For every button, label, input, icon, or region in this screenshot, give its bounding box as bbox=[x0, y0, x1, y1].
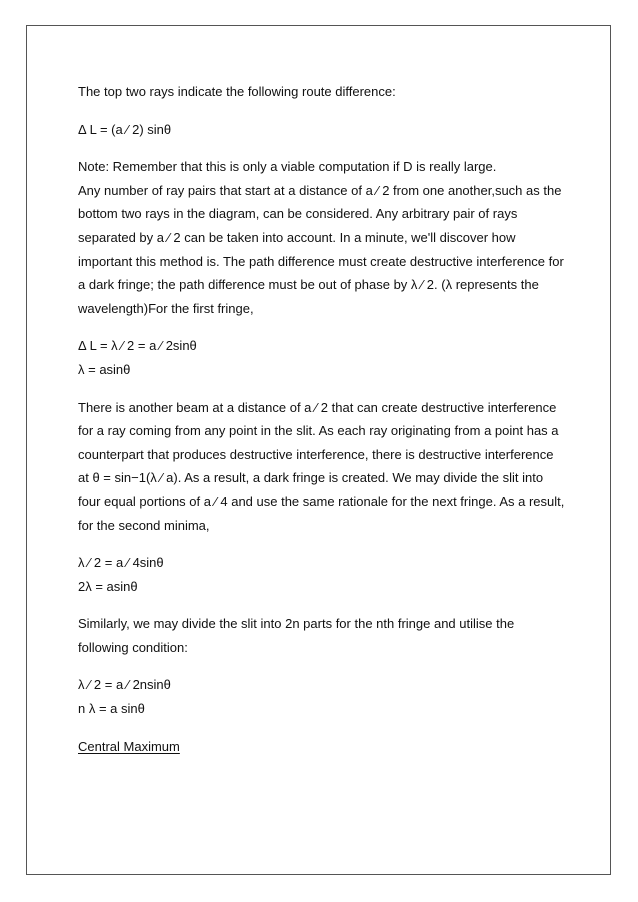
equation-path-difference: Δ L = (a ⁄ 2) sinθ bbox=[78, 121, 172, 137]
paragraph-line: Any number of ray pairs that start at a distance of a ⁄ 2 from one another,such as the bbox=[78, 182, 562, 198]
similarly-paragraph bbox=[78, 612, 570, 659]
paragraph-line: Similarly, we may divide the slit into 2n parts for the nth fringe and utilise the bbox=[78, 616, 515, 632]
note-paragraph bbox=[78, 155, 570, 320]
paragraph-line: counterpart that produces destructive interference, there is destructive interference bbox=[78, 446, 554, 462]
route-intro-text: The top two rays indicate the following route difference: bbox=[78, 84, 396, 99]
equation-second-minima-result: 2λ = asinθ bbox=[78, 578, 138, 594]
paragraph-line: separated by a ⁄ 2 can be taken into account. In a minute, we'll discover how bbox=[78, 229, 516, 245]
paragraph-line: following condition: bbox=[78, 639, 188, 655]
beam-paragraph bbox=[78, 396, 570, 538]
paragraph-line: four equal portions of a ⁄ 4 and use the same rationale for the next fringe. As a result, bbox=[78, 493, 565, 509]
section-heading-central-maximum: Central Maximum bbox=[78, 738, 180, 754]
paragraph-line: wavelength)For the first fringe, bbox=[78, 300, 254, 316]
paragraph-line: There is another beam at a distance of a ⁄ 2 that can create destructive interference bbox=[78, 399, 557, 415]
paragraph-line: bottom two rays in the diagram, can be considered. Any arbitrary pair of rays bbox=[78, 206, 518, 222]
paragraph-line: for the second minima, bbox=[78, 517, 210, 533]
equation-nth-fringe: λ ⁄ 2 = a ⁄ 2nsinθ bbox=[78, 677, 171, 693]
paragraph-line: for a ray coming from any point in the slit. As each ray originating from a point has a bbox=[78, 423, 559, 439]
paragraph-line: important this method is. The path difference must create destructive interference for bbox=[78, 253, 564, 269]
paragraph-line: Note: Remember that this is only a viable computation if D is really large. bbox=[78, 159, 497, 175]
document-body bbox=[78, 80, 570, 758]
paragraph-line: a dark fringe; the path difference must be out of phase by λ ⁄ 2. (λ represents the bbox=[78, 277, 539, 293]
equation-first-fringe-result: λ = asinθ bbox=[78, 361, 131, 377]
equation-second-minima: λ ⁄ 2 = a ⁄ 4sinθ bbox=[78, 555, 164, 571]
equation-first-fringe: Δ L = λ ⁄ 2 = a ⁄ 2sinθ bbox=[78, 338, 197, 354]
paragraph-line: at θ = sin−1(λ ⁄ a). As a result, a dark fringe is created. We may divide the slit into bbox=[78, 470, 544, 486]
equation-nth-fringe-result: n λ = a sinθ bbox=[78, 701, 145, 717]
